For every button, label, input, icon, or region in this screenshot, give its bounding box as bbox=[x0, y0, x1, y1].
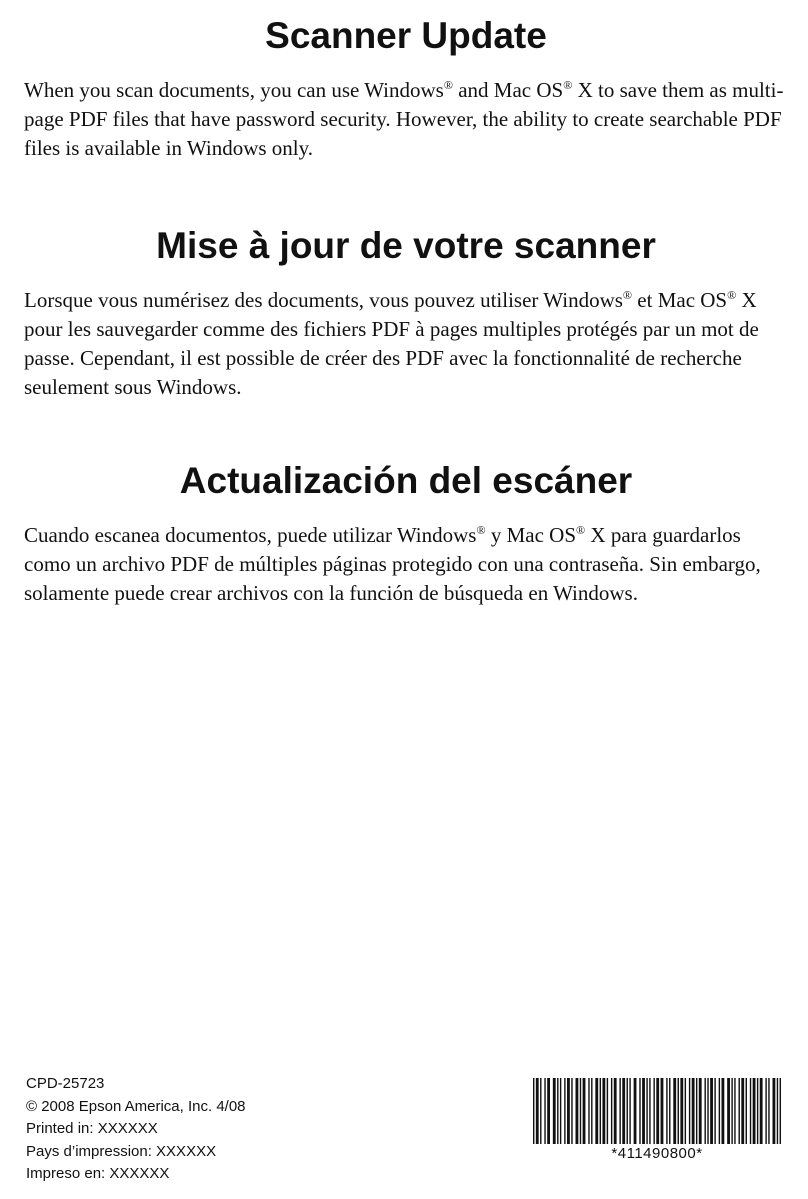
barcode-bar bbox=[560, 1078, 561, 1144]
copyright-line: © 2008 Epson America, Inc. 4/08 bbox=[26, 1097, 246, 1115]
barcode-bar bbox=[765, 1078, 766, 1144]
barcode-bar bbox=[719, 1078, 720, 1144]
barcode-bar bbox=[678, 1078, 679, 1144]
section-english bbox=[24, 14, 788, 163]
barcode-bar bbox=[611, 1078, 612, 1144]
section-french bbox=[24, 224, 788, 402]
barcode-bar bbox=[588, 1078, 589, 1144]
barcode-bar bbox=[727, 1078, 730, 1144]
barcode-bar bbox=[653, 1078, 654, 1144]
body-text: When you scan documents, you can use Windows bbox=[24, 78, 444, 102]
barcode-bar bbox=[721, 1078, 724, 1144]
barcode-bar bbox=[738, 1078, 739, 1144]
barcode-bar bbox=[699, 1078, 702, 1144]
body-text: and Mac OS bbox=[452, 78, 564, 102]
printed-in: Printed in: XXXXXX bbox=[26, 1120, 158, 1137]
barcode-bar bbox=[710, 1078, 713, 1144]
pays-impression: Pays d’impression: XXXXXX bbox=[26, 1142, 217, 1160]
barcode-bar bbox=[685, 1078, 686, 1144]
barcode-bar bbox=[741, 1078, 744, 1144]
barcode-bar bbox=[680, 1078, 683, 1144]
barcode-number: *411490800* bbox=[611, 1145, 703, 1162]
barcode-bar bbox=[777, 1078, 778, 1144]
section-title: Mise à jour de votre scanner bbox=[156, 225, 656, 266]
registered-mark: ® bbox=[576, 523, 586, 537]
barcode-bar bbox=[600, 1078, 601, 1144]
body-text: X para guardarlos como un archivo PDF de múltiples páginas protegido con una contraseña. Sin embargo, solamente puede crear archivos con la función de búsqueda en Windows. bbox=[24, 523, 761, 605]
barcode-bar bbox=[750, 1078, 751, 1144]
barcode-bar bbox=[746, 1078, 747, 1144]
section-spanish bbox=[24, 459, 788, 608]
barcode-bar bbox=[540, 1078, 541, 1144]
barcode-bar bbox=[646, 1078, 647, 1144]
barcode-bar bbox=[673, 1078, 676, 1144]
barcode-bar bbox=[707, 1078, 708, 1144]
barcode-bar bbox=[753, 1078, 756, 1144]
barcode-bar bbox=[576, 1078, 579, 1144]
barcode-bar bbox=[595, 1078, 598, 1144]
barcode-bar bbox=[567, 1078, 570, 1144]
barcode-bar bbox=[571, 1078, 572, 1144]
barcode-bar bbox=[661, 1078, 664, 1144]
registered-mark: ® bbox=[727, 288, 737, 302]
barcode-bar bbox=[614, 1078, 617, 1144]
barcode-bar bbox=[692, 1078, 695, 1144]
barcode-bar bbox=[602, 1078, 605, 1144]
section-title: Actualización del escáner bbox=[179, 460, 633, 501]
document-code: CPD-25723 bbox=[26, 1075, 105, 1092]
registered-mark: ® bbox=[443, 78, 453, 92]
barcode-bar bbox=[547, 1078, 550, 1144]
body-text: X to save them as multi-page PDF files that have password security. However, the ability to create searchable PDF files is available in Windows only. bbox=[24, 78, 784, 160]
barcode-image bbox=[533, 1078, 781, 1144]
impreso-en: Impreso en: XXXXXX bbox=[26, 1165, 170, 1182]
barcode-bar bbox=[583, 1078, 586, 1144]
registered-mark: ® bbox=[476, 523, 486, 537]
barcode-bar bbox=[760, 1078, 763, 1144]
body-text: X pour les sauvegarder comme des fichiers PDF à pages multiples protégés par un mot de passe. Cependant, il est possible de créer des PDF avec la fonctionnalité de recherche seulement sous Windows. bbox=[24, 288, 759, 399]
barcode-bar bbox=[780, 1078, 781, 1144]
footer-info bbox=[26, 1073, 246, 1186]
barcode-bar bbox=[772, 1078, 775, 1144]
barcode-bar bbox=[544, 1078, 545, 1144]
section-body bbox=[24, 521, 788, 608]
barcode-bar bbox=[639, 1078, 640, 1144]
barcode-bar bbox=[627, 1078, 628, 1144]
barcode-bar bbox=[619, 1078, 620, 1144]
barcode-bar bbox=[731, 1078, 732, 1144]
barcode-bar bbox=[649, 1078, 650, 1144]
section-title: Scanner Update bbox=[265, 15, 547, 56]
barcode-bar bbox=[656, 1078, 659, 1144]
barcode-bar bbox=[629, 1078, 630, 1144]
section-body bbox=[24, 286, 788, 402]
barcode-bar bbox=[607, 1078, 608, 1144]
barcode-bar bbox=[580, 1078, 581, 1144]
barcode-bar bbox=[533, 1078, 534, 1144]
barcode-bar bbox=[622, 1078, 625, 1144]
barcode-bar bbox=[553, 1078, 556, 1144]
registered-mark: ® bbox=[563, 78, 573, 92]
body-text: Cuando escanea documentos, puede utilizar Windows bbox=[24, 523, 477, 547]
barcode-bar bbox=[689, 1078, 690, 1144]
barcode-bar bbox=[669, 1078, 670, 1144]
barcode-bar bbox=[666, 1078, 667, 1144]
barcode-bar bbox=[714, 1078, 715, 1144]
barcode-bar bbox=[557, 1078, 558, 1144]
body-text: y Mac OS bbox=[485, 523, 577, 547]
barcode-bar bbox=[757, 1078, 758, 1144]
body-text: Lorsque vous numérisez des documents, vous pouvez utiliser Windows bbox=[24, 288, 623, 312]
barcode-bar bbox=[591, 1078, 592, 1144]
barcode-bar bbox=[704, 1078, 705, 1144]
barcode-bar bbox=[768, 1078, 769, 1144]
registered-mark: ® bbox=[622, 288, 633, 302]
barcode bbox=[533, 1078, 781, 1164]
barcode-bar bbox=[634, 1078, 637, 1144]
barcode-bar bbox=[734, 1078, 735, 1144]
barcode-bar bbox=[696, 1078, 697, 1144]
barcode-bar bbox=[564, 1078, 565, 1144]
barcode-bar bbox=[536, 1078, 539, 1144]
body-text: et Mac OS bbox=[632, 288, 728, 312]
barcode-bar bbox=[642, 1078, 645, 1144]
section-body bbox=[24, 76, 788, 163]
